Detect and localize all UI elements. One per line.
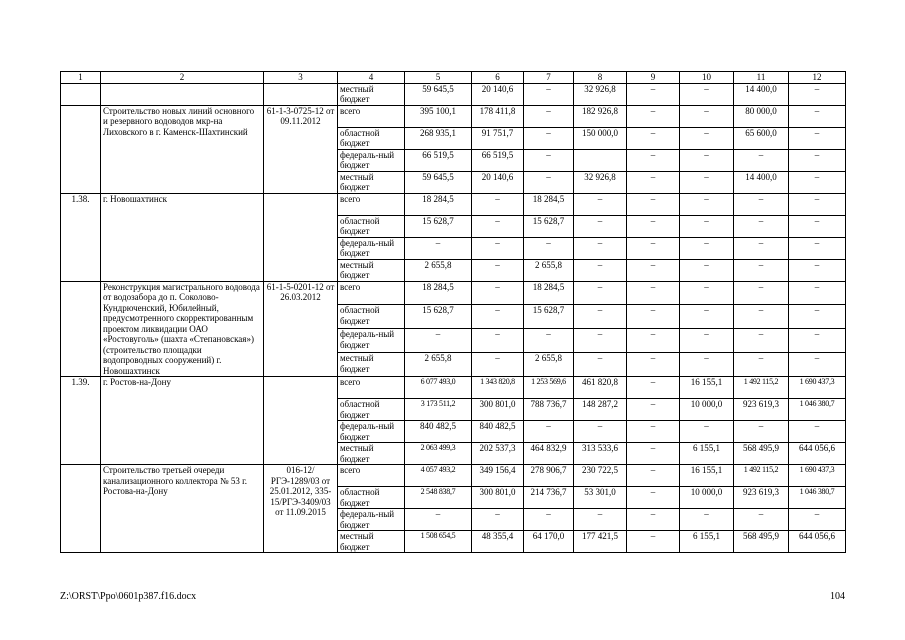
amount-cell: – <box>734 421 789 443</box>
amount-cell: – <box>574 509 627 531</box>
amount-cell: – <box>789 149 846 171</box>
amount-cell: – <box>680 281 734 305</box>
page-number: 104 <box>830 591 845 602</box>
amount-cell: 644 056,6 <box>789 443 846 465</box>
amount-cell: – <box>524 421 574 443</box>
amount-cell: – <box>627 353 680 377</box>
amount-cell: – <box>574 259 627 281</box>
amount-cell: – <box>405 329 472 353</box>
amount-cell: 300 801,0 <box>472 399 524 421</box>
amount-cell: – <box>524 509 574 531</box>
amount-cell: 15 628,7 <box>405 215 472 237</box>
funding-source: федераль-ный бюджет <box>338 421 405 443</box>
amount-cell: – <box>574 305 627 329</box>
amount-cell: – <box>789 259 846 281</box>
amount-cell: 148 287,2 <box>574 399 627 421</box>
amount-cell: – <box>627 305 680 329</box>
table-row <box>61 465 846 487</box>
amount-cell: – <box>734 259 789 281</box>
amount-cell: – <box>627 215 680 237</box>
item-name: Реконструкция магистрального водовода от водозабора до п. Соколово-Кундрюченский, Юбилейный, предусмотренного скорректированным проектом ликвидации ОАО «Ростовуголь» (шахта «Степановская») (строительство площадки водопроводных сооружений) г. Новошахтинск <box>101 281 264 377</box>
amount-cell: 10 000,0 <box>680 487 734 509</box>
amount-cell: 66 519,5 <box>472 149 524 171</box>
amount-cell: – <box>680 171 734 193</box>
item-number <box>61 105 101 193</box>
amount-cell: 1 690 437,3 <box>789 377 846 399</box>
funding-table <box>60 71 846 553</box>
amount-cell: – <box>627 237 680 259</box>
amount-cell: 150 000,0 <box>574 127 627 149</box>
item-name: г. Ростов-на-Дону <box>101 377 264 465</box>
footer-file-path: Z:\ORST\Ppo\0601p387.f16.docx <box>60 591 197 602</box>
amount-cell: 464 832,9 <box>524 443 574 465</box>
amount-cell: – <box>734 353 789 377</box>
amount-cell: 2 655,8 <box>405 353 472 377</box>
amount-cell: – <box>627 399 680 421</box>
expertise-reference: 61-1-5-0201-12 от 26.03.2012 <box>264 281 338 377</box>
table-row <box>61 193 846 215</box>
amount-cell: 268 935,1 <box>405 127 472 149</box>
amount-cell: 15 628,7 <box>524 215 574 237</box>
column-number-row <box>61 72 846 84</box>
amount-cell: 91 751,7 <box>472 127 524 149</box>
funding-source: областной бюджет <box>338 215 405 237</box>
item-name: Строительство новых линий основного и резервного водоводов мкр-на Лиховского в г. Каменск-Шахтинский <box>101 105 264 193</box>
amount-cell: 2 548 838,7 <box>405 487 472 509</box>
amount-cell: 48 355,4 <box>472 531 524 553</box>
funding-source: всего <box>338 193 405 215</box>
amount-cell: – <box>734 193 789 215</box>
amount-cell: 1 343 820,8 <box>472 377 524 399</box>
expertise-reference <box>264 83 338 105</box>
amount-cell: 3 173 511,2 <box>405 399 472 421</box>
funding-source: федераль-ный бюджет <box>338 329 405 353</box>
amount-cell: – <box>789 353 846 377</box>
column-number-cell: 12 <box>789 72 846 84</box>
amount-cell: – <box>680 421 734 443</box>
amount-cell: 313 533,6 <box>574 443 627 465</box>
amount-cell: – <box>734 305 789 329</box>
amount-cell: – <box>734 237 789 259</box>
amount-cell: 66 519,5 <box>405 149 472 171</box>
amount-cell: – <box>574 353 627 377</box>
amount-cell: – <box>574 329 627 353</box>
amount-cell: – <box>627 487 680 509</box>
amount-cell: 349 156,4 <box>472 465 524 487</box>
column-number-cell: 10 <box>680 72 734 84</box>
funding-source: всего <box>338 281 405 305</box>
amount-cell: – <box>627 171 680 193</box>
amount-cell: – <box>734 281 789 305</box>
item-number: 1.38. <box>61 193 101 281</box>
amount-cell: 59 645,5 <box>405 171 472 193</box>
amount-cell: – <box>574 237 627 259</box>
amount-cell: 230 722,5 <box>574 465 627 487</box>
amount-cell: – <box>734 509 789 531</box>
funding-source: федераль-ный бюджет <box>338 237 405 259</box>
column-number-cell: 8 <box>574 72 627 84</box>
amount-cell: – <box>680 305 734 329</box>
column-number-cell: 6 <box>472 72 524 84</box>
amount-cell: – <box>627 329 680 353</box>
amount-cell: – <box>524 237 574 259</box>
amount-cell: 59 645,5 <box>405 83 472 105</box>
funding-source: всего <box>338 465 405 487</box>
amount-cell: – <box>472 215 524 237</box>
amount-cell: – <box>472 509 524 531</box>
amount-cell: 15 628,7 <box>524 305 574 329</box>
amount-cell: – <box>680 215 734 237</box>
amount-cell: 10 000,0 <box>680 399 734 421</box>
column-number-cell: 4 <box>338 72 405 84</box>
amount-cell: – <box>789 171 846 193</box>
column-number-cell: 1 <box>61 72 101 84</box>
amount-cell: – <box>789 305 846 329</box>
funding-source: всего <box>338 105 405 127</box>
amount-cell: – <box>734 149 789 171</box>
amount-cell: 32 926,8 <box>574 171 627 193</box>
amount-cell: – <box>574 193 627 215</box>
amount-cell: 14 400,0 <box>734 83 789 105</box>
amount-cell: – <box>789 193 846 215</box>
amount-cell: – <box>405 237 472 259</box>
amount-cell: 214 736,7 <box>524 487 574 509</box>
amount-cell: – <box>627 281 680 305</box>
amount-cell: 395 100,1 <box>405 105 472 127</box>
table-row <box>61 377 846 399</box>
column-number-cell: 9 <box>627 72 680 84</box>
amount-cell: 32 926,8 <box>574 83 627 105</box>
amount-cell: 1 508 654,5 <box>405 531 472 553</box>
amount-cell: – <box>524 127 574 149</box>
funding-source: федераль-ный бюджет <box>338 149 405 171</box>
amount-cell: – <box>680 353 734 377</box>
amount-cell: – <box>524 105 574 127</box>
funding-source: местный бюджет <box>338 171 405 193</box>
funding-source: местный бюджет <box>338 353 405 377</box>
column-number-cell: 3 <box>264 72 338 84</box>
funding-source: местный бюджет <box>338 443 405 465</box>
amount-cell: – <box>574 421 627 443</box>
amount-cell: – <box>789 509 846 531</box>
amount-cell: – <box>627 105 680 127</box>
funding-source: всего <box>338 377 405 399</box>
column-number-cell: 11 <box>734 72 789 84</box>
amount-cell: 177 421,5 <box>574 531 627 553</box>
amount-cell: – <box>627 259 680 281</box>
amount-cell: 278 906,7 <box>524 465 574 487</box>
amount-cell <box>574 149 627 171</box>
amount-cell: – <box>680 127 734 149</box>
column-number-cell: 2 <box>101 72 264 84</box>
amount-cell: – <box>627 443 680 465</box>
amount-cell: – <box>627 531 680 553</box>
amount-cell: 20 140,6 <box>472 171 524 193</box>
amount-cell: – <box>472 193 524 215</box>
amount-cell: 840 482,5 <box>472 421 524 443</box>
amount-cell: – <box>680 259 734 281</box>
amount-cell: 1 690 437,3 <box>789 465 846 487</box>
funding-source: областной бюджет <box>338 399 405 421</box>
amount-cell: 6 155,1 <box>680 443 734 465</box>
amount-cell: – <box>524 329 574 353</box>
amount-cell: – <box>680 193 734 215</box>
amount-cell: 1 046 380,7 <box>789 487 846 509</box>
item-name <box>101 83 264 105</box>
amount-cell: – <box>734 329 789 353</box>
item-number <box>61 281 101 377</box>
amount-cell: – <box>627 83 680 105</box>
amount-cell: 2 655,8 <box>524 259 574 281</box>
amount-cell: 20 140,6 <box>472 83 524 105</box>
amount-cell: – <box>524 149 574 171</box>
funding-source: местный бюджет <box>338 259 405 281</box>
amount-cell: 16 155,1 <box>680 465 734 487</box>
amount-cell: 6 155,1 <box>680 531 734 553</box>
amount-cell: – <box>574 281 627 305</box>
amount-cell: 923 619,3 <box>734 487 789 509</box>
amount-cell: 18 284,5 <box>405 193 472 215</box>
amount-cell: – <box>472 259 524 281</box>
amount-cell: 202 537,3 <box>472 443 524 465</box>
amount-cell: – <box>574 215 627 237</box>
amount-cell: 2 655,8 <box>524 353 574 377</box>
item-number <box>61 83 101 105</box>
amount-cell: – <box>524 171 574 193</box>
amount-cell: – <box>627 377 680 399</box>
amount-cell: 1 492 115,2 <box>734 465 789 487</box>
amount-cell: – <box>789 105 846 127</box>
amount-cell: – <box>472 353 524 377</box>
amount-cell: – <box>405 509 472 531</box>
amount-cell: 788 736,7 <box>524 399 574 421</box>
amount-cell: – <box>472 237 524 259</box>
amount-cell: 65 600,0 <box>734 127 789 149</box>
amount-cell: 300 801,0 <box>472 487 524 509</box>
amount-cell: – <box>680 105 734 127</box>
amount-cell: – <box>789 127 846 149</box>
amount-cell: – <box>789 83 846 105</box>
amount-cell: – <box>789 329 846 353</box>
amount-cell: 14 400,0 <box>734 171 789 193</box>
amount-cell: – <box>472 305 524 329</box>
amount-cell: – <box>789 421 846 443</box>
amount-cell: – <box>734 215 789 237</box>
amount-cell: 182 926,8 <box>574 105 627 127</box>
amount-cell: 1 253 569,6 <box>524 377 574 399</box>
amount-cell: 2 655,8 <box>405 259 472 281</box>
amount-cell: 923 619,3 <box>734 399 789 421</box>
column-number-cell: 7 <box>524 72 574 84</box>
amount-cell: – <box>472 329 524 353</box>
table-row <box>61 83 846 105</box>
amount-cell: 18 284,5 <box>524 281 574 305</box>
amount-cell: – <box>627 193 680 215</box>
amount-cell: – <box>680 237 734 259</box>
table-row <box>61 281 846 305</box>
amount-cell: – <box>789 215 846 237</box>
expertise-reference: 61-1-3-0725-12 от 09.11.2012 <box>264 105 338 193</box>
amount-cell: 53 301,0 <box>574 487 627 509</box>
amount-cell: 1 492 115,2 <box>734 377 789 399</box>
amount-cell: – <box>472 281 524 305</box>
amount-cell: – <box>789 237 846 259</box>
amount-cell: 18 284,5 <box>524 193 574 215</box>
table-row <box>61 105 846 127</box>
item-name: г. Новошахтинск <box>101 193 264 281</box>
expertise-reference: 016-12/РГЭ-1289/03 от 25.01.2012, 335-15/РГЭ-3409/03 от 11.09.2015 <box>264 465 338 553</box>
item-name: Строительство третьей очереди канализационного коллектора № 53 г. Ростова-на-Дону <box>101 465 264 553</box>
item-number <box>61 465 101 553</box>
amount-cell: – <box>627 127 680 149</box>
amount-cell: – <box>627 465 680 487</box>
amount-cell: 178 411,8 <box>472 105 524 127</box>
amount-cell: – <box>627 149 680 171</box>
amount-cell: 644 056,6 <box>789 531 846 553</box>
amount-cell: 2 063 499,3 <box>405 443 472 465</box>
amount-cell: 15 628,7 <box>405 305 472 329</box>
funding-source: областной бюджет <box>338 127 405 149</box>
amount-cell: – <box>680 329 734 353</box>
expertise-reference <box>264 193 338 281</box>
amount-cell: 568 495,9 <box>734 531 789 553</box>
funding-source: областной бюджет <box>338 305 405 329</box>
amount-cell: – <box>680 83 734 105</box>
column-number-cell: 5 <box>405 72 472 84</box>
amount-cell: 80 000,0 <box>734 105 789 127</box>
amount-cell: – <box>680 149 734 171</box>
amount-cell: – <box>627 421 680 443</box>
amount-cell: 6 077 493,0 <box>405 377 472 399</box>
funding-source: федераль-ный бюджет <box>338 509 405 531</box>
amount-cell: 568 495,9 <box>734 443 789 465</box>
amount-cell: 64 170,0 <box>524 531 574 553</box>
item-number: 1.39. <box>61 377 101 465</box>
funding-source: местный бюджет <box>338 83 405 105</box>
amount-cell: 461 820,8 <box>574 377 627 399</box>
amount-cell: – <box>789 281 846 305</box>
amount-cell: 18 284,5 <box>405 281 472 305</box>
funding-source: местный бюджет <box>338 531 405 553</box>
amount-cell: – <box>627 509 680 531</box>
expertise-reference <box>264 377 338 465</box>
amount-cell: 4 057 493,2 <box>405 465 472 487</box>
amount-cell: 840 482,5 <box>405 421 472 443</box>
amount-cell: – <box>524 83 574 105</box>
amount-cell: – <box>680 509 734 531</box>
funding-source: областной бюджет <box>338 487 405 509</box>
amount-cell: 16 155,1 <box>680 377 734 399</box>
amount-cell: 1 046 380,7 <box>789 399 846 421</box>
